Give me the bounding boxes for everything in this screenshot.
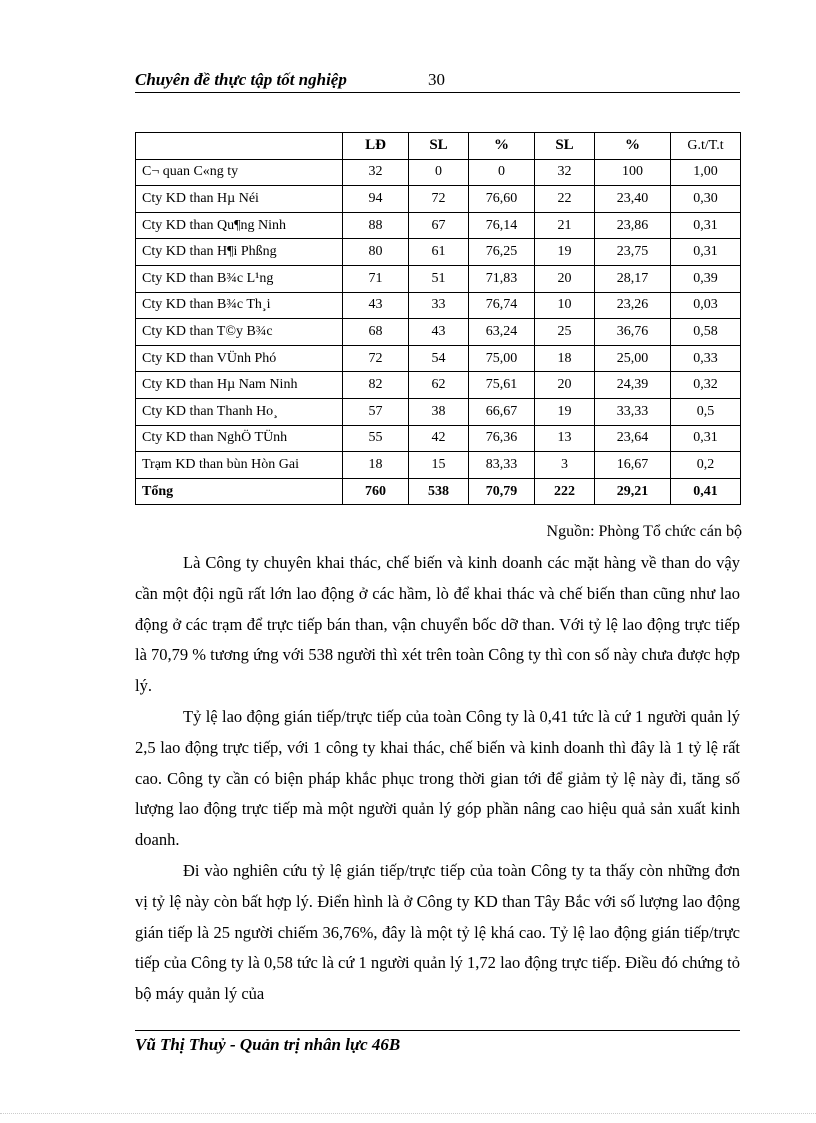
table-cell: 18	[343, 452, 409, 479]
table-cell: 538	[409, 478, 469, 505]
table-cell: 57	[343, 398, 409, 425]
table-cell: 1,00	[671, 159, 741, 186]
page-footer	[135, 1030, 740, 1054]
table-cell: 82	[343, 372, 409, 399]
unit-name-cell: Cty KD than T©y B¾c	[136, 319, 343, 346]
table-cell: 76,60	[469, 186, 535, 213]
document-title: Chuyên đề thực tập tốt nghiệp	[135, 70, 347, 89]
unit-name-cell: Cty KD than NghÖ TÜnh	[136, 425, 343, 452]
table-row	[136, 398, 741, 425]
table-cell: 0,31	[671, 239, 741, 266]
table-cell: 72	[409, 186, 469, 213]
labor-table	[135, 132, 741, 505]
table-row	[136, 452, 741, 479]
table-cell: 19	[535, 239, 595, 266]
table-cell: 71,83	[469, 265, 535, 292]
table-cell: 76,74	[469, 292, 535, 319]
table-cell: 28,17	[595, 265, 671, 292]
table-row	[136, 292, 741, 319]
table-cell: 88	[343, 212, 409, 239]
table-cell: 16,67	[595, 452, 671, 479]
table-cell: 0,30	[671, 186, 741, 213]
table-cell: 0,41	[671, 478, 741, 505]
table-cell: 76,25	[469, 239, 535, 266]
header-cell: %	[469, 133, 535, 160]
unit-name-cell: Cty KD than H¶i Phßng	[136, 239, 343, 266]
table-cell: 51	[409, 265, 469, 292]
table-cell: 36,76	[595, 319, 671, 346]
paragraph: Đi vào nghiên cứu tỷ lệ gián tiếp/trực tiếp của toàn Công ty ta thấy còn những đơn vị tỷ lệ này còn bất hợp lý. Điển hình là ở Công ty KD than Tây Bắc với số lượng lao động gián tiếp là 25 người chiếm 36,76%, đây là một tỷ lệ khá cao. Tỷ lệ lao động gián tiếp/trực tiếp của Công ty là 0,58 tức là cứ 1 người quản lý 1,72 lao động trực tiếp. Điều đó chứng tỏ bộ máy quản lý của	[135, 860, 740, 1004]
table-cell: 23,64	[595, 425, 671, 452]
table-cell: 76,36	[469, 425, 535, 452]
table-cell: 13	[535, 425, 595, 452]
unit-name-cell: Cty KD than Hµ Néi	[136, 186, 343, 213]
table-cell: 20	[535, 265, 595, 292]
table-cell: 0,32	[671, 372, 741, 399]
table-cell: 23,75	[595, 239, 671, 266]
table-cell: 63,24	[469, 319, 535, 346]
unit-name-cell: Cty KD than B¾c Th¸i	[136, 292, 343, 319]
table-cell: 43	[343, 292, 409, 319]
table-cell: 0,39	[671, 265, 741, 292]
table-cell: 83,33	[469, 452, 535, 479]
unit-name-cell: Cty KD than B¾c L¹ng	[136, 265, 343, 292]
table-source: Nguồn: Phòng Tổ chức cán bộ	[546, 523, 742, 540]
unit-name-cell: Cty KD than Thanh Ho¸	[136, 398, 343, 425]
body-text	[135, 548, 740, 1010]
table-cell: 0	[469, 159, 535, 186]
table-cell: 18	[535, 345, 595, 372]
table-cell: 67	[409, 212, 469, 239]
unit-name-cell: C¬ quan C«ng ty	[136, 159, 343, 186]
header-cell: LĐ	[343, 133, 409, 160]
table-cell: 0	[409, 159, 469, 186]
table-cell: 0,03	[671, 292, 741, 319]
table-cell: 61	[409, 239, 469, 266]
table-cell: 32	[535, 159, 595, 186]
table-cell: 33,33	[595, 398, 671, 425]
header-cell: SL	[535, 133, 595, 160]
unit-name-cell: Cty KD than Qu¶ng Ninh	[136, 212, 343, 239]
table-row	[136, 212, 741, 239]
table-cell: 33	[409, 292, 469, 319]
paragraph: Là Công ty chuyên khai thác, chế biến và kinh doanh các mặt hàng về than do vậy cần một đội ngũ rất lớn lao động ở các hầm, lò để khai thác và chế biến than cũng như lao động ở các trạm để trực tiếp bán than, vận chuyển bốc dỡ than. Với tỷ lệ lao động trực tiếp là 70,79 % tương ứng với 538 người thì xét trên toàn Công ty thì con số này chưa được hợp lý.	[135, 553, 740, 696]
table-total-row	[136, 478, 741, 505]
table-cell: 25,00	[595, 345, 671, 372]
table-cell: 66,67	[469, 398, 535, 425]
table-cell: 75,61	[469, 372, 535, 399]
table-cell: 43	[409, 319, 469, 346]
table-cell: 32	[343, 159, 409, 186]
page-edge-divider	[0, 1113, 816, 1114]
table-cell: 0,31	[671, 425, 741, 452]
unit-name-cell: Cty KD than VÜnh Phó	[136, 345, 343, 372]
table-cell: 3	[535, 452, 595, 479]
table-cell: 0,2	[671, 452, 741, 479]
table-cell: 23,86	[595, 212, 671, 239]
table-cell: 0,33	[671, 345, 741, 372]
table-cell: 55	[343, 425, 409, 452]
table-cell: 38	[409, 398, 469, 425]
table-cell: 10	[535, 292, 595, 319]
table-cell: 42	[409, 425, 469, 452]
paragraph: Tỷ lệ lao động gián tiếp/trực tiếp của toàn Công ty là 0,41 tức là cứ 1 người quản lý 2,5 lao động trực tiếp, với 1 công ty khai thác, chế biến và kinh doanh thì đây là 1 tỷ lệ rất cao. Công ty cần có biện pháp khắc phục trong thời gian tới để giảm tỷ lệ này đi, tăng số lượng lao động trực tiếp mà một người quản lý góp phần nâng cao hiệu quả sản xuất kinh doanh.	[135, 706, 740, 850]
table-cell: 25	[535, 319, 595, 346]
table-cell: 54	[409, 345, 469, 372]
page-header	[135, 68, 740, 93]
header-cell: %	[595, 133, 671, 160]
table-cell: 19	[535, 398, 595, 425]
unit-name-cell: Cty KD than Hµ Nam Ninh	[136, 372, 343, 399]
table-cell: 80	[343, 239, 409, 266]
table-cell: 24,39	[595, 372, 671, 399]
table-row	[136, 345, 741, 372]
table-cell: 71	[343, 265, 409, 292]
table-row	[136, 265, 741, 292]
table-row	[136, 372, 741, 399]
table-cell: 68	[343, 319, 409, 346]
table-cell: 23,26	[595, 292, 671, 319]
table-cell: 75,00	[469, 345, 535, 372]
table-row	[136, 239, 741, 266]
unit-name-cell: Trạm KD than bùn Hòn Gai	[136, 452, 343, 479]
table-row	[136, 425, 741, 452]
header-cell: SL	[409, 133, 469, 160]
table-cell: 15	[409, 452, 469, 479]
table-cell: 72	[343, 345, 409, 372]
header-cell: G.t/T.t	[671, 133, 741, 160]
table-cell: 0,58	[671, 319, 741, 346]
author-line: Vũ Thị Thuỷ - Quản trị nhân lực 46B	[135, 1035, 401, 1054]
table-cell: 0,5	[671, 398, 741, 425]
table-cell: 760	[343, 478, 409, 505]
table-cell: 100	[595, 159, 671, 186]
header-cell	[136, 133, 343, 160]
table-cell: 222	[535, 478, 595, 505]
table-cell: 76,14	[469, 212, 535, 239]
table-cell: 62	[409, 372, 469, 399]
unit-name-cell: Tổng	[136, 478, 343, 505]
table-cell: 94	[343, 186, 409, 213]
table-row	[136, 186, 741, 213]
table-cell: 70,79	[469, 478, 535, 505]
page-number: 30	[428, 70, 445, 89]
table-row	[136, 159, 741, 186]
table-row	[136, 319, 741, 346]
table-header-row	[136, 133, 741, 160]
table-cell: 0,31	[671, 212, 741, 239]
table-cell: 21	[535, 212, 595, 239]
table-cell: 23,40	[595, 186, 671, 213]
table-cell: 20	[535, 372, 595, 399]
table-cell: 22	[535, 186, 595, 213]
table-cell: 29,21	[595, 478, 671, 505]
